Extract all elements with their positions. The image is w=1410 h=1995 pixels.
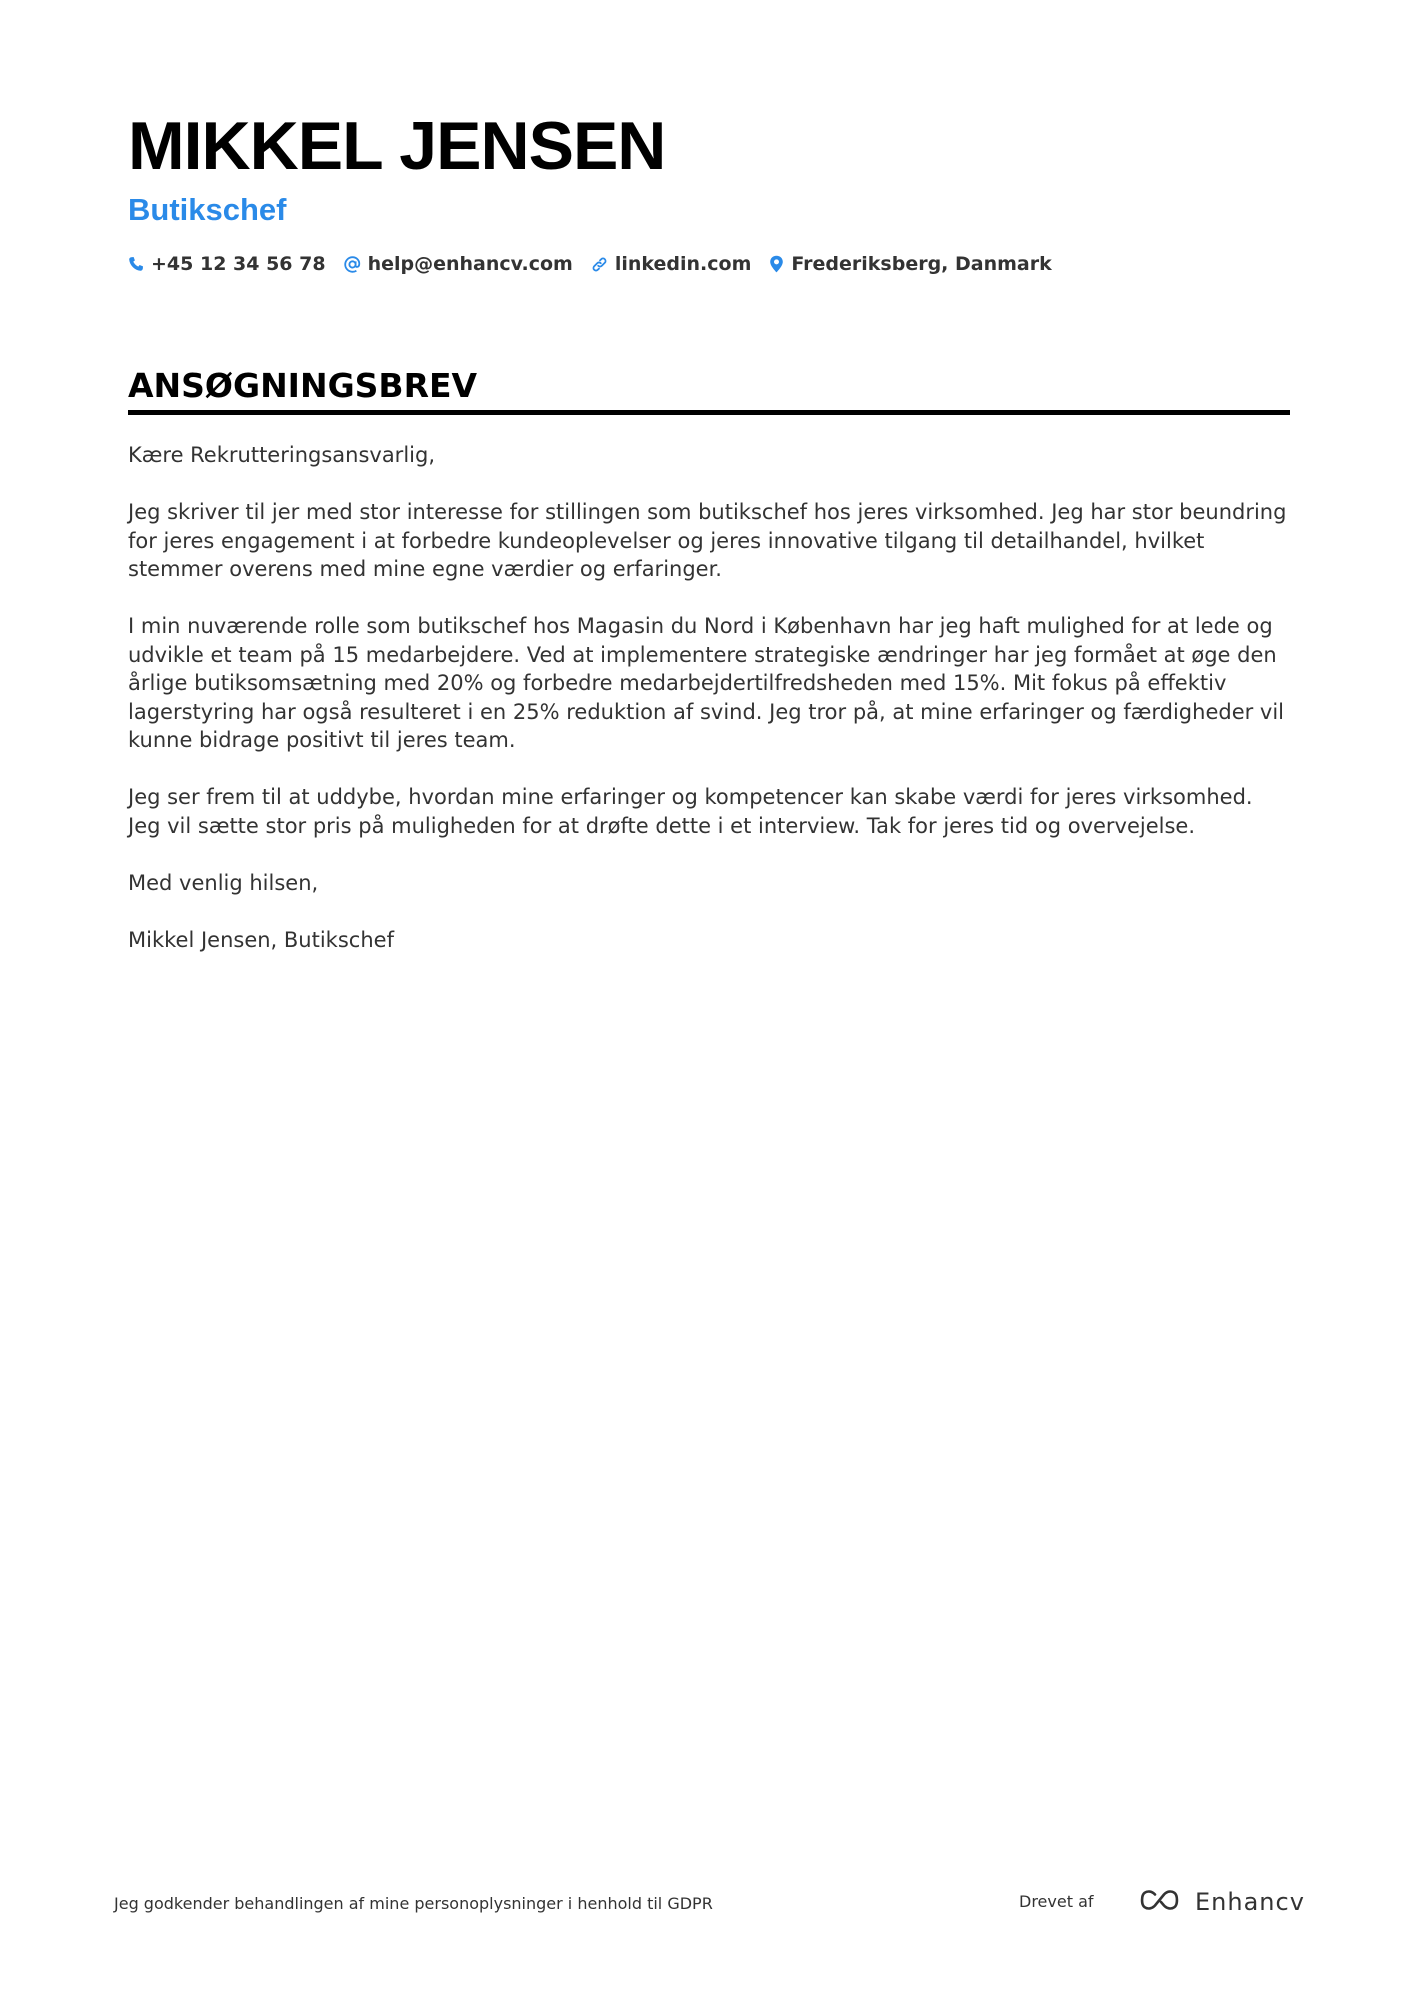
letter-greeting: Kære Rekrutteringsansvarlig, bbox=[128, 443, 435, 467]
contact-email[interactable] bbox=[344, 253, 573, 275]
link-icon bbox=[591, 256, 608, 273]
enhancv-logo-icon bbox=[1139, 1888, 1185, 1916]
powered-by-label: Drevet af bbox=[1019, 1892, 1094, 1911]
phone-icon bbox=[128, 256, 144, 272]
letter-signature: Mikkel Jensen, Butikschef bbox=[128, 927, 394, 952]
letter-body bbox=[128, 441, 1290, 983]
location-pin-icon bbox=[769, 255, 784, 273]
letter-paragraph: Jeg ser frem til at uddybe, hvordan mine erfaringer og kompetencer kan skabe værdi for jeres virksomhed. Jeg vil sætte stor pris på muligheden for at drøfte dette i et interview. Tak for jeres tid og overvejelse. bbox=[128, 785, 1253, 838]
contact-location-text: Frederiksberg, Danmark bbox=[791, 253, 1052, 275]
contact-linkedin-text: linkedin.com bbox=[614, 253, 752, 275]
applicant-name: MIKKEL JENSEN bbox=[128, 108, 666, 184]
contact-linkedin[interactable] bbox=[591, 253, 752, 275]
letter-closing: Med venlig hilsen, bbox=[128, 870, 319, 895]
section-divider bbox=[128, 410, 1290, 415]
contact-email-text: help@enhancv.com bbox=[367, 253, 573, 275]
gdpr-consent: Jeg godkender behandlingen af mine personoplysninger i henhold til GDPR bbox=[114, 1894, 713, 1913]
contact-phone[interactable] bbox=[128, 253, 326, 275]
at-icon bbox=[344, 256, 361, 273]
enhancv-brand-name: Enhancv bbox=[1195, 1888, 1305, 1916]
contact-bar bbox=[128, 253, 1052, 275]
enhancv-logo[interactable] bbox=[1139, 1888, 1305, 1916]
contact-location bbox=[769, 253, 1051, 275]
letter-paragraph: Jeg skriver til jer med stor interesse for stillingen som butikschef hos jeres virksomhed. Jeg har stor beundring for jeres engagement i at forbedre kundeoplevelser og jeres innovative tilgang til detailhandel, hvilket stemmer overens med mine egne værdier og erfaringer. bbox=[128, 500, 1287, 581]
section-title: ANSØGNINGSBREV bbox=[128, 366, 478, 405]
contact-phone-text: +45 12 34 56 78 bbox=[151, 253, 326, 275]
letter-paragraph: I min nuværende rolle som butikschef hos Magasin du Nord i København har jeg haft mulighed for at lede og udvikle et team på 15 medarbejdere. Ved at implementere strategiske ændringer har jeg formået at øge den årlige butiksomsætning med 20% og forbedre medarbejdertilfredsheden med 15%. Mit fokus på effektiv lagerstyring har også resulteret i en 25% reduktion af svind. Jeg tror på, at mine erfaringer og færdigheder vil kunne bidrage positivt til jeres team. bbox=[128, 614, 1285, 752]
job-title: Butikschef bbox=[128, 192, 287, 227]
